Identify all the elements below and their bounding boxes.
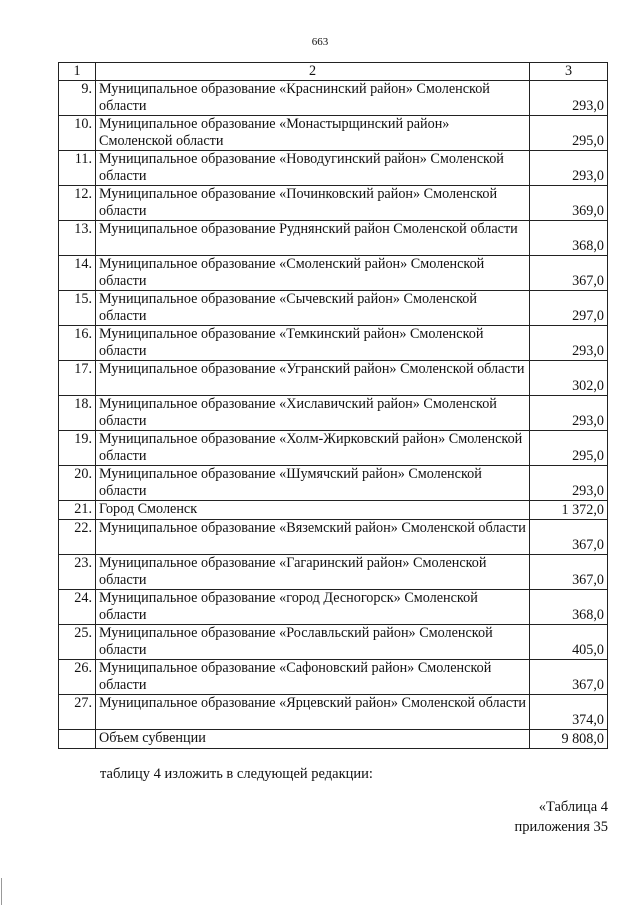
table-body (59, 81, 608, 749)
subvention-value: 302,0 (530, 361, 608, 396)
column-header-3: 3 (530, 63, 608, 81)
column-header-2: 2 (96, 63, 530, 81)
table-row (59, 660, 608, 695)
row-number: 24. (59, 590, 96, 625)
municipality-name: Муниципальное образование «Темкинский район» Смоленской области (96, 326, 530, 361)
table-row (59, 466, 608, 501)
subvention-value: 293,0 (530, 81, 608, 116)
total-label: Объем субвенции (96, 730, 530, 749)
table-row (59, 116, 608, 151)
subvention-value: 367,0 (530, 256, 608, 291)
row-number: 23. (59, 555, 96, 590)
table-row (59, 326, 608, 361)
subvention-table (58, 62, 608, 749)
subvention-value: 367,0 (530, 660, 608, 695)
table-row (59, 256, 608, 291)
subvention-value: 293,0 (530, 326, 608, 361)
municipality-name: Муниципальное образование Руднянский район Смоленской области (96, 221, 530, 256)
table-row (59, 520, 608, 555)
row-number: 18. (59, 396, 96, 431)
instruction-text: таблицу 4 изложить в следующей редакции: (100, 766, 373, 782)
table-row (59, 396, 608, 431)
row-number: 12. (59, 186, 96, 221)
municipality-name: Муниципальное образование «Краснинский район» Смоленской области (96, 81, 530, 116)
table-row (59, 431, 608, 466)
subvention-value: 367,0 (530, 555, 608, 590)
table-row (59, 625, 608, 660)
municipality-name: Муниципальное образование «Монастырщинский район» Смоленской области (96, 116, 530, 151)
row-number: 25. (59, 625, 96, 660)
row-number: 27. (59, 695, 96, 730)
municipality-name: Муниципальное образование «Гагаринский район» Смоленской области (96, 555, 530, 590)
subvention-value: 368,0 (530, 590, 608, 625)
table-row (59, 501, 608, 520)
table-caption (515, 797, 608, 837)
subvention-value: 295,0 (530, 431, 608, 466)
municipality-name: Муниципальное образование «Рославльский район» Смоленской области (96, 625, 530, 660)
municipality-name: Муниципальное образование «Угранский район» Смоленской области (96, 361, 530, 396)
table-row (59, 291, 608, 326)
row-number: 26. (59, 660, 96, 695)
row-number: 17. (59, 361, 96, 396)
page-number: 663 (311, 36, 329, 48)
row-number: 21. (59, 501, 96, 520)
subvention-value: 297,0 (530, 291, 608, 326)
municipality-name: Муниципальное образование «Новодугинский район» Смоленской области (96, 151, 530, 186)
total-row-number-cell (59, 730, 96, 749)
row-number: 16. (59, 326, 96, 361)
municipality-name: Муниципальное образование «Вяземский район» Смоленской области (96, 520, 530, 555)
subvention-value: 374,0 (530, 695, 608, 730)
municipality-name: Город Смоленск (96, 501, 530, 520)
table-caption-title: «Таблица 4 (538, 799, 608, 815)
subvention-value: 293,0 (530, 396, 608, 431)
subvention-value: 293,0 (530, 466, 608, 501)
row-number: 22. (59, 520, 96, 555)
row-number: 13. (59, 221, 96, 256)
row-number: 20. (59, 466, 96, 501)
row-number: 11. (59, 151, 96, 186)
table-row (59, 555, 608, 590)
table-row (59, 151, 608, 186)
table-row (59, 361, 608, 396)
row-number: 9. (59, 81, 96, 116)
row-number: 10. (59, 116, 96, 151)
municipality-name: Муниципальное образование «Хиславичский район» Смоленской области (96, 396, 530, 431)
subvention-value: 369,0 (530, 186, 608, 221)
municipality-name: Муниципальное образование «Сафоновский район» Смоленской области (96, 660, 530, 695)
table-header-row (59, 63, 608, 81)
table-row (59, 81, 608, 116)
subvention-value: 368,0 (530, 221, 608, 256)
subvention-value: 293,0 (530, 151, 608, 186)
municipality-name: Муниципальное образование «город Десногорск» Смоленской области (96, 590, 530, 625)
table-row (59, 590, 608, 625)
table-caption-appendix: приложения 35 (514, 819, 608, 835)
scan-edge-mark (1, 878, 2, 905)
municipality-name: Муниципальное образование «Починковский район» Смоленской области (96, 186, 530, 221)
municipality-name: Муниципальное образование «Сычевский район» Смоленской области (96, 291, 530, 326)
municipality-name: Муниципальное образование «Смоленский район» Смоленской области (96, 256, 530, 291)
row-number: 14. (59, 256, 96, 291)
row-number: 15. (59, 291, 96, 326)
total-row (59, 730, 608, 749)
municipality-name: Муниципальное образование «Ярцевский район» Смоленской области (96, 695, 530, 730)
table-row (59, 221, 608, 256)
municipality-name: Муниципальное образование «Шумячский район» Смоленской области (96, 466, 530, 501)
municipality-name: Муниципальное образование «Холм-Жирковский район» Смоленской области (96, 431, 530, 466)
column-header-1: 1 (59, 63, 96, 81)
row-number: 19. (59, 431, 96, 466)
subvention-value: 295,0 (530, 116, 608, 151)
table-row (59, 695, 608, 730)
table-row (59, 186, 608, 221)
subvention-value: 367,0 (530, 520, 608, 555)
subvention-value: 1 372,0 (530, 501, 608, 520)
subvention-value: 405,0 (530, 625, 608, 660)
total-value: 9 808,0 (530, 730, 608, 749)
